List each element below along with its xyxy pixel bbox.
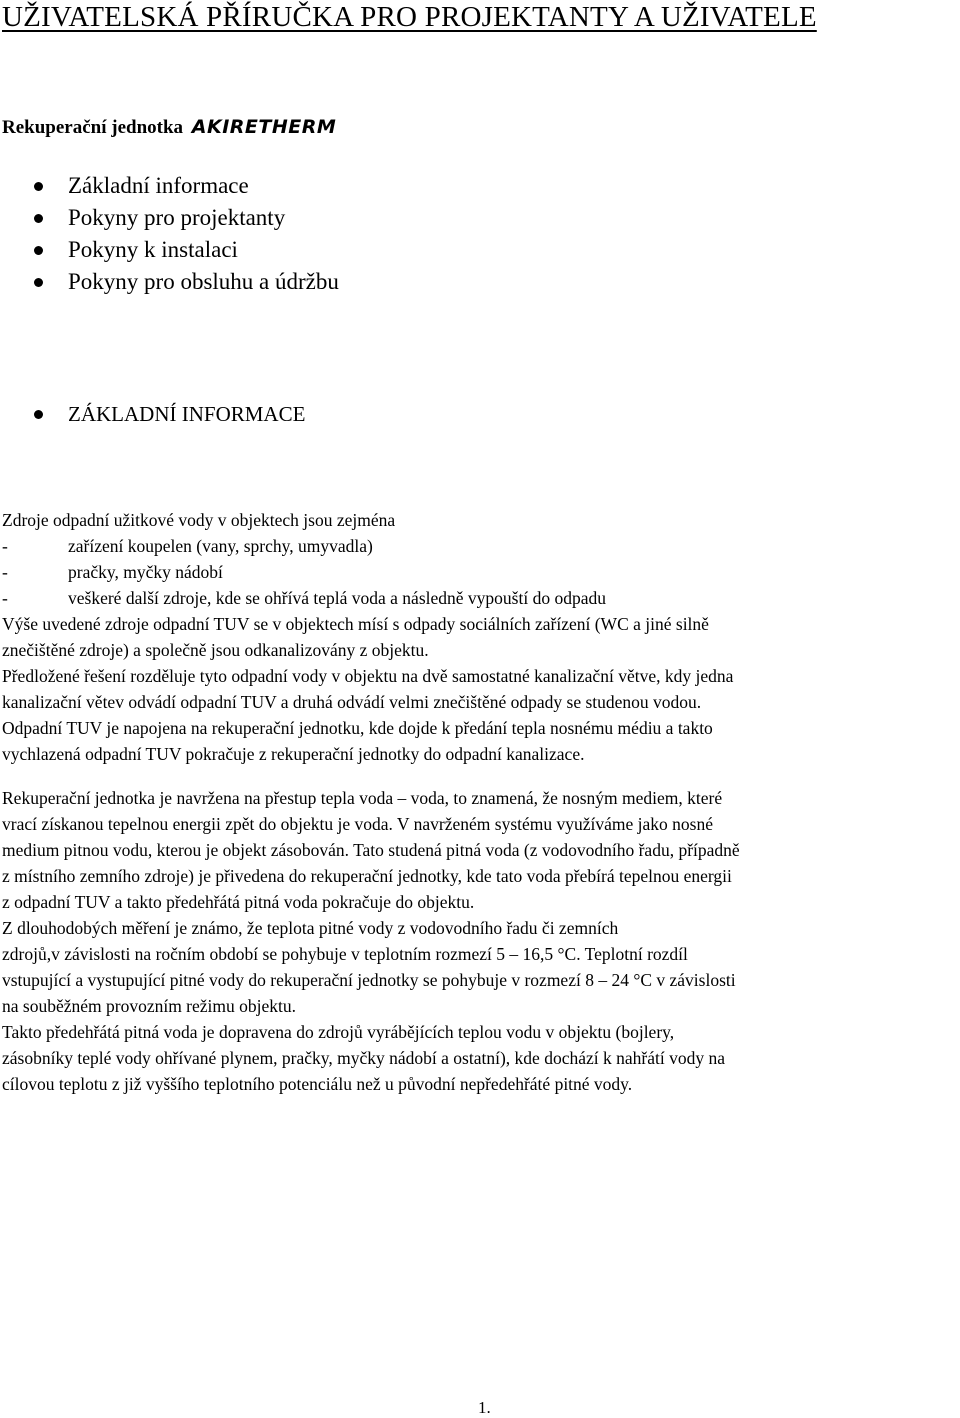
paragraph-line: vychlazená odpadní TUV pokračuje z rekuperační jednotky do odpadní kanalizace. <box>2 744 585 764</box>
dash-marker: - <box>2 588 8 608</box>
paragraph-line: na souběžném provozním režimu objektu. <box>2 996 297 1016</box>
bullet-icon <box>34 246 43 255</box>
body-text <box>2 507 958 1097</box>
paragraph-line: medium pitnou vodu, kterou je objekt zásobován. Tato studená pitná voda (z vodovodního řadu, případně <box>2 840 740 860</box>
paragraph-line: zásobníky teplé vody ohřívané plynem, pračky, myčky nádobí a ostatní), kde dochází k nahřátí vody na <box>2 1048 725 1068</box>
toc-item-label: Základní informace <box>68 173 249 198</box>
brand-logo: AKIRETHERM <box>191 116 337 138</box>
toc-item <box>0 202 339 234</box>
dash-list-item <box>2 585 958 611</box>
document-subtitle <box>2 116 336 139</box>
table-of-contents <box>0 170 339 298</box>
paragraph-line: Předložené řešení rozděluje tyto odpadní vody v objektu na dvě samostatné kanalizační větve, kdy jedna <box>2 666 734 686</box>
paragraph-line: z místního zemního zdroje) je přivedena do rekuperační jednotky, kde tato voda přebírá tepelnou energii <box>2 866 732 886</box>
toc-item <box>0 170 339 202</box>
dash-marker: - <box>2 536 8 556</box>
paragraph-line: vstupující a vystupující pitné vody do rekuperační jednotky se pohybuje v rozmezí 8 – 24 °C v závislosti <box>2 970 736 990</box>
paragraph-line: Odpadní TUV je napojena na rekuperační jednotku, kde dojde k předání tepla nosnému médiu a takto <box>2 718 713 738</box>
paragraph-line: Výše uvedené zdroje odpadní TUV se v objektech mísí s odpady sociálních zařízení (WC a jiné silně <box>2 614 709 634</box>
paragraph-line: kanalizační větev odvádí odpadní TUV a druhá odvádí velmi znečištěné odpady se studenou vodou. <box>2 692 702 712</box>
bullet-icon <box>34 182 43 191</box>
paragraph-line: Z dlouhodobých měření je známo, že teplota pitné vody z vodovodního řadu či zemních <box>2 918 619 938</box>
dash-marker: - <box>2 562 8 582</box>
dash-list-item <box>2 533 958 559</box>
paragraph-line: zdrojů,v závislosti na ročním období se pohybuje v teplotním rozmezí 5 – 16,5 °C. Teplotní rozdíl <box>2 944 688 964</box>
toc-item-label: Pokyny pro obsluhu a údržbu <box>68 269 339 294</box>
toc-item-label: Pokyny pro projektanty <box>68 205 286 230</box>
toc-item-label: Pokyny k instalaci <box>68 237 238 262</box>
dash-list-text: pračky, myčky nádobí <box>68 562 223 582</box>
dash-list-item <box>2 559 958 585</box>
paragraph-line: vrací získanou tepelnou energii zpět do objektu je voda. V navrženém systému využíváme jako nosné <box>2 814 713 834</box>
page-number: 1. <box>478 1398 491 1417</box>
paragraph-line: cílovou teplotu z již vyššího teplotního potenciálu než u původní nepředehřáté pitné vody. <box>2 1074 633 1094</box>
document-title: UŽIVATELSKÁ PŘÍRUČKA PRO PROJEKTANTY A UŽIVATELE <box>2 1 817 33</box>
dash-list-text: veškeré další zdroje, kde se ohřívá teplá voda a následně vypouští do odpadu <box>68 588 606 608</box>
subtitle-text: Rekuperační jednotka <box>2 117 184 138</box>
bullet-icon <box>34 214 43 223</box>
toc-item <box>0 234 339 266</box>
toc-item <box>0 266 339 298</box>
dash-list-text: zařízení koupelen (vany, sprchy, umyvadla) <box>68 536 373 556</box>
paragraph-line: znečištěné zdroje) a společně jsou odkanalizovány z objektu. <box>2 640 429 660</box>
bullet-icon <box>34 278 43 287</box>
paragraph-line: z odpadní TUV a takto předehřátá pitná voda pokračuje do objektu. <box>2 892 475 912</box>
paragraph-line: Rekuperační jednotka je navržena na přestup tepla voda – voda, to znamená, že nosným mediem, které <box>2 788 723 808</box>
section-heading-label: ZÁKLADNÍ INFORMACE <box>68 402 306 426</box>
bullet-icon <box>34 410 43 419</box>
paragraph-line: Takto předehřátá pitná voda je dopravena do zdrojů vyrábějících teplou vodu v objektu (bojlery, <box>2 1022 675 1042</box>
paragraph-line: Zdroje odpadní užitkové vody v objektech jsou zejména <box>2 510 396 530</box>
section-heading <box>0 398 305 430</box>
paragraph-gap <box>2 767 958 785</box>
